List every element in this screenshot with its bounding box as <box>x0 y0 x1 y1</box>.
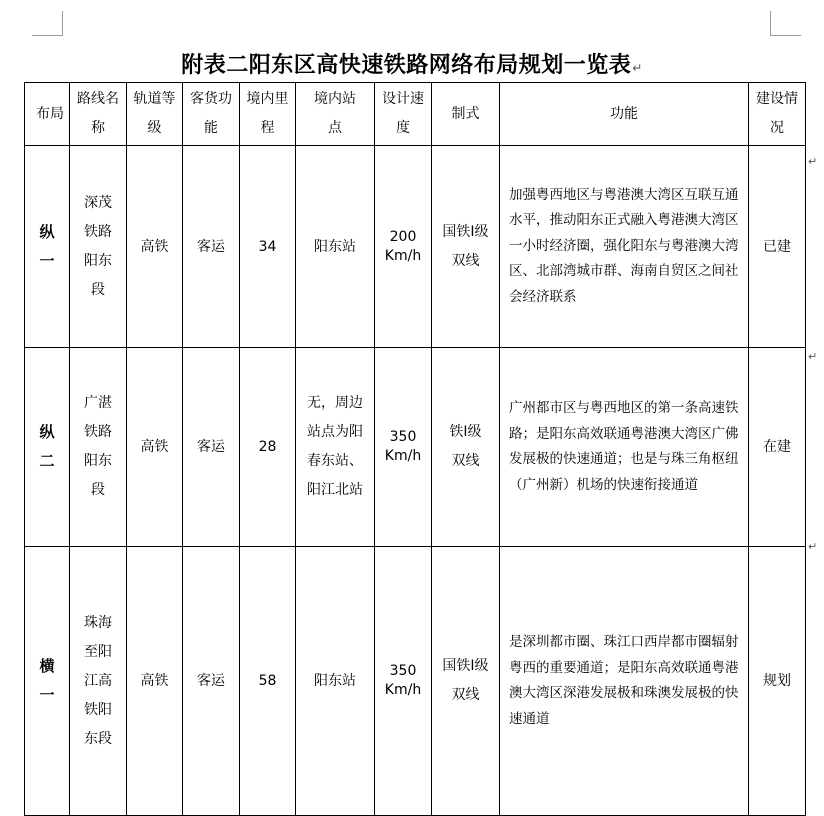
page-corner-mark-top-right <box>770 11 801 36</box>
speed-value: 200 <box>389 228 417 245</box>
header-stations: 境内站点 <box>296 83 375 146</box>
speed-unit: Km/h <box>384 448 422 464</box>
speed-value: 350 <box>389 429 417 445</box>
speed-cell <box>375 547 432 816</box>
paragraph-mark: ↵ <box>632 61 643 75</box>
track-cell: 高铁 <box>127 146 183 348</box>
route-cell: 珠海至阳江高铁阳东段 <box>70 547 127 816</box>
speed-unit: Km/h <box>384 247 422 264</box>
passenger-freight-cell: 客运 <box>183 146 240 348</box>
mileage-cell: 34 <box>240 146 296 348</box>
layout-cell: 横一 <box>25 547 70 816</box>
passenger-freight-cell: 客运 <box>183 547 240 816</box>
speed-value: 350 <box>389 663 417 679</box>
railway-planning-table <box>24 82 806 816</box>
table-row <box>25 146 806 348</box>
standard-cell: 国铁Ⅰ级双线 <box>432 146 500 348</box>
row-end-mark: ↵ <box>808 350 818 363</box>
status-cell: 已建 <box>749 146 806 348</box>
layout-cell: 纵二 <box>25 348 70 547</box>
table-row <box>25 547 806 816</box>
route-cell: 广湛铁路阳东段 <box>70 348 127 547</box>
function-cell: 加强粤西地区与粤港澳大湾区互联互通水平，推动阳东正式融入粤港澳大湾区一小时经济圈，强化阳东与粤港澳大湾区、北部湾城市群、海南自贸区之间社会经济联系 <box>500 146 749 348</box>
standard-cell: 铁Ⅰ级双线 <box>432 348 500 547</box>
layout-cell: 纵一 <box>25 146 70 348</box>
standard-cell: 国铁Ⅰ级双线 <box>432 547 500 816</box>
table-row <box>25 348 806 547</box>
header-status: 建设情况 <box>749 83 806 146</box>
mileage-cell: 58 <box>240 547 296 816</box>
speed-cell <box>375 348 432 547</box>
function-cell: 是深圳都市圈、珠江口西岸都市圈辐射粤西的重要通道；是阳东高效联通粤港澳大湾区深港发展极和珠澳发展极的快速通道 <box>500 547 749 816</box>
stations-cell: 阳东站 <box>296 547 375 816</box>
passenger-freight-cell: 客运 <box>183 348 240 547</box>
header-layout: 布局 <box>25 83 70 146</box>
row-end-mark: ↵ <box>808 155 818 168</box>
status-cell: 规划 <box>749 547 806 816</box>
stations-cell: 阳东站 <box>296 146 375 348</box>
header-design-speed: 设计速度 <box>375 83 432 146</box>
route-cell: 深茂铁路阳东段 <box>70 146 127 348</box>
track-cell: 高铁 <box>127 348 183 547</box>
speed-unit: Km/h <box>384 682 422 698</box>
mileage-cell: 28 <box>240 348 296 547</box>
header-passenger-freight: 客货功能 <box>183 83 240 146</box>
header-route: 路线名称 <box>70 83 127 146</box>
page-corner-mark-top-left <box>32 11 63 36</box>
header-function: 功能 <box>500 83 749 146</box>
header-row <box>25 83 806 146</box>
track-cell: 高铁 <box>127 547 183 816</box>
status-cell: 在建 <box>749 348 806 547</box>
title-text: 附表二阳东区高快速铁路网络布局规划一览表 <box>181 53 632 78</box>
speed-cell <box>375 146 432 348</box>
stations-cell: 无，周边站点为阳春东站、阳江北站 <box>296 348 375 547</box>
document-title <box>0 52 824 82</box>
row-end-mark: ↵ <box>808 540 818 553</box>
function-cell: 广州都市区与粤西地区的第一条高速铁路；是阳东高效联通粤港澳大湾区广佛发展极的快速通道；也是与珠三角枢纽（广州新）机场的快速衔接通道 <box>500 348 749 547</box>
header-track: 轨道等级 <box>127 83 183 146</box>
header-standard: 制式 <box>432 83 500 146</box>
header-mileage: 境内里程 <box>240 83 296 146</box>
